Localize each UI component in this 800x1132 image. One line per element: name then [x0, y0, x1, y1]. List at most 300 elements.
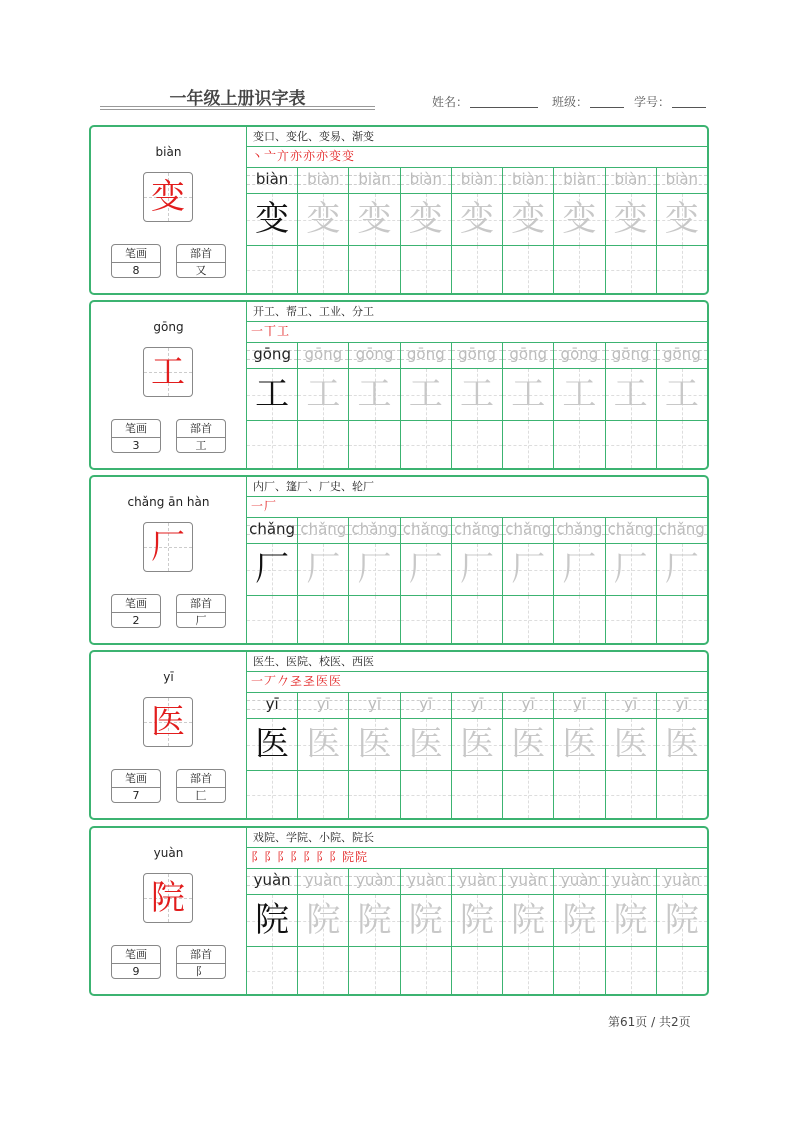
- blank-practice-cell[interactable]: [657, 771, 707, 818]
- blank-practice-cell[interactable]: [452, 421, 502, 468]
- practice-column: [401, 868, 452, 994]
- strokes-value: 7: [132, 789, 140, 802]
- pinyin-practice-cell[interactable]: [657, 517, 707, 544]
- practice-area: [246, 477, 707, 643]
- practice-area: [246, 127, 707, 293]
- practice-column: [452, 868, 503, 994]
- blank-practice-cell[interactable]: [554, 421, 604, 468]
- pinyin-trace: yuàn: [612, 871, 650, 889]
- page-number: 第61页 / 共2页: [608, 1015, 691, 1029]
- char-practice-cell[interactable]: [503, 369, 553, 421]
- blank-practice-cell[interactable]: [298, 421, 348, 468]
- pinyin-trace: chǎng: [402, 520, 449, 538]
- stroke-order: 一厂: [247, 496, 707, 518]
- char-practice-cell[interactable]: [657, 895, 707, 947]
- strokes-box: [111, 945, 161, 979]
- blank-practice-cell[interactable]: [298, 947, 348, 994]
- practice-column: [401, 167, 452, 293]
- char-trace: 厂: [459, 549, 494, 589]
- blank-practice-cell[interactable]: [349, 596, 399, 643]
- pinyin-practice-cell[interactable]: [554, 517, 604, 544]
- char-card: [89, 475, 709, 645]
- blank-practice-cell[interactable]: [401, 947, 451, 994]
- pinyin-trace: yuàn: [458, 871, 496, 889]
- char-trace: 院: [613, 900, 648, 940]
- blank-practice-cell[interactable]: [349, 246, 399, 293]
- char-trace: 院: [306, 900, 341, 940]
- practice-column: [606, 167, 657, 293]
- blank-practice-cell[interactable]: [247, 246, 297, 293]
- pinyin-practice-cell[interactable]: [401, 517, 451, 544]
- practice-column: [657, 692, 707, 818]
- pinyin-practice-cell[interactable]: [298, 692, 348, 719]
- example-words: 变口、变化、变易、渐变: [247, 127, 707, 147]
- class-blank[interactable]: [590, 95, 624, 108]
- char-trace: 厂: [562, 549, 597, 589]
- practice-column: [298, 167, 349, 293]
- main-char: 厂: [151, 527, 185, 567]
- blank-practice-cell[interactable]: [606, 771, 656, 818]
- practice-column: [503, 868, 554, 994]
- blank-practice-cell[interactable]: [298, 596, 348, 643]
- pinyin-trace: chǎng: [658, 520, 705, 538]
- pinyin-trace: yuàn: [356, 871, 394, 889]
- number-label: 学号：: [634, 95, 671, 109]
- blank-practice-cell[interactable]: [349, 771, 399, 818]
- strokes-value: 9: [132, 965, 140, 978]
- char-practice-cell[interactable]: [452, 544, 502, 596]
- char-practice-cell[interactable]: [554, 895, 604, 947]
- radical-value: 工: [195, 439, 207, 452]
- char-trace: 厂: [357, 549, 392, 589]
- pinyin-practice-cell[interactable]: [298, 517, 348, 544]
- pinyin-practice-cell[interactable]: [452, 342, 502, 369]
- char-practice-cell[interactable]: [247, 544, 297, 596]
- char-trace: 厂: [613, 549, 648, 589]
- char-pinyin: gōng: [153, 320, 184, 334]
- pinyin-practice-cell[interactable]: [606, 517, 656, 544]
- radical-box: [176, 594, 226, 628]
- blank-practice-cell[interactable]: [554, 596, 604, 643]
- char-practice-cell[interactable]: [554, 369, 604, 421]
- blank-practice-cell[interactable]: [452, 246, 502, 293]
- char-trace: 厂: [408, 549, 443, 589]
- pinyin-practice-cell[interactable]: [606, 692, 656, 719]
- char-practice-cell[interactable]: [503, 895, 553, 947]
- char-practice-cell[interactable]: [247, 895, 297, 947]
- pinyin-practice-cell[interactable]: [503, 868, 553, 895]
- char-practice-cell[interactable]: [657, 194, 707, 246]
- practice-grid: [247, 868, 707, 994]
- blank-practice-cell[interactable]: [657, 246, 707, 293]
- char-trace: 厂: [306, 549, 341, 589]
- blank-practice-cell[interactable]: [452, 947, 502, 994]
- char-trace: 厂: [255, 549, 290, 589]
- practice-column: [401, 342, 452, 468]
- char-trace: 厂: [664, 549, 699, 589]
- pinyin-trace: chǎng: [351, 520, 398, 538]
- char-practice-cell[interactable]: [401, 719, 451, 771]
- name-blank[interactable]: [470, 95, 538, 108]
- radical-box: [176, 769, 226, 803]
- char-practice-cell[interactable]: [452, 194, 502, 246]
- char-practice-cell[interactable]: [401, 369, 451, 421]
- char-trace: 变: [459, 199, 494, 239]
- char-practice-cell[interactable]: [554, 544, 604, 596]
- blank-practice-cell[interactable]: [503, 771, 553, 818]
- strokes-label: 笔画: [112, 245, 160, 263]
- char-trace: 医: [459, 724, 494, 764]
- char-trace: 院: [255, 900, 290, 940]
- char-trace: 变: [613, 199, 648, 239]
- pinyin-practice-cell[interactable]: [349, 517, 399, 544]
- pinyin-practice-cell[interactable]: [349, 692, 399, 719]
- pinyin-practice-cell[interactable]: [247, 868, 297, 895]
- char-pinyin: yī: [163, 670, 174, 684]
- class-field[interactable]: [552, 93, 624, 110]
- blank-practice-cell[interactable]: [554, 246, 604, 293]
- pinyin-trace: gōng: [611, 345, 650, 363]
- main-char: 医: [151, 702, 185, 742]
- pinyin-practice-cell[interactable]: [298, 167, 348, 194]
- blank-practice-cell[interactable]: [503, 246, 553, 293]
- char-pinyin: biàn: [155, 145, 182, 159]
- pinyin-practice-cell[interactable]: [657, 342, 707, 369]
- example-words: 医生、医院、校医、西医: [247, 652, 707, 672]
- blank-practice-cell[interactable]: [452, 771, 502, 818]
- char-trace: 院: [357, 900, 392, 940]
- blank-practice-cell[interactable]: [657, 596, 707, 643]
- pinyin-practice-cell[interactable]: [606, 342, 656, 369]
- pinyin-trace: gōng: [304, 345, 343, 363]
- char-trace: 医: [255, 724, 290, 764]
- char-trace: 工: [408, 374, 443, 414]
- char-trace: 医: [613, 724, 648, 764]
- practice-column: [349, 517, 400, 643]
- pinyin-trace: gōng: [406, 345, 445, 363]
- char-card: [89, 826, 709, 996]
- pinyin-practice-cell[interactable]: [554, 342, 604, 369]
- blank-practice-cell[interactable]: [606, 947, 656, 994]
- radical-label: 部首: [177, 770, 225, 788]
- pinyin-trace: biàn: [665, 170, 699, 188]
- char-practice-cell[interactable]: [606, 369, 656, 421]
- pinyin-trace: biàn: [563, 170, 596, 188]
- pinyin-trace: gōng: [560, 345, 599, 363]
- pinyin-trace: yī: [265, 695, 279, 713]
- char-practice-cell[interactable]: [657, 544, 707, 596]
- practice-column: [298, 517, 349, 643]
- char-practice-cell[interactable]: [298, 369, 348, 421]
- example-words: 开工、帮工、工业、分工: [247, 302, 707, 322]
- blank-practice-cell[interactable]: [349, 421, 399, 468]
- char-pinyin: yuàn: [153, 846, 184, 860]
- char-practice-cell[interactable]: [401, 544, 451, 596]
- char-trace: 变: [511, 199, 546, 239]
- strokes-label: 笔画: [112, 946, 160, 964]
- pinyin-trace: gōng: [253, 345, 291, 363]
- number-field[interactable]: [634, 93, 706, 110]
- pinyin-trace: gōng: [509, 345, 548, 363]
- title-underline-2: [100, 109, 375, 110]
- blank-practice-cell[interactable]: [452, 596, 502, 643]
- blank-practice-cell[interactable]: [606, 596, 656, 643]
- pinyin-trace: yuàn: [407, 871, 445, 889]
- pinyin-practice-cell[interactable]: [554, 868, 604, 895]
- practice-column: [503, 167, 554, 293]
- char-trace: 变: [408, 199, 443, 239]
- blank-practice-cell[interactable]: [401, 421, 451, 468]
- practice-column: [452, 342, 503, 468]
- pinyin-practice-cell[interactable]: [401, 692, 451, 719]
- practice-column: [554, 868, 605, 994]
- char-practice-cell[interactable]: [298, 194, 348, 246]
- blank-practice-cell[interactable]: [401, 771, 451, 818]
- pinyin-practice-cell[interactable]: [298, 868, 348, 895]
- pinyin-trace: yī: [675, 695, 689, 713]
- pinyin-trace: chǎng: [556, 520, 603, 538]
- practice-column: [657, 868, 707, 994]
- char-card: [89, 650, 709, 820]
- pinyin-practice-cell[interactable]: [452, 167, 502, 194]
- stroke-order: 一丆𠂊𢀖𢀖医医: [247, 671, 707, 693]
- pinyin-practice-cell[interactable]: [349, 342, 399, 369]
- char-practice-cell[interactable]: [349, 895, 399, 947]
- radical-value: 匚: [195, 789, 207, 802]
- char-practice-cell[interactable]: [606, 895, 656, 947]
- blank-practice-cell[interactable]: [247, 596, 297, 643]
- pinyin-trace: biàn: [512, 170, 545, 188]
- pinyin-practice-cell[interactable]: [401, 868, 451, 895]
- practice-area: [246, 828, 707, 994]
- char-trace: 工: [613, 374, 648, 414]
- char-practice-cell[interactable]: [452, 895, 502, 947]
- pinyin-practice-cell[interactable]: [503, 342, 553, 369]
- pinyin-practice-cell[interactable]: [503, 517, 553, 544]
- blank-practice-cell[interactable]: [298, 771, 348, 818]
- practice-grid: [247, 167, 707, 293]
- pinyin-practice-cell[interactable]: [554, 167, 604, 194]
- pinyin-practice-cell[interactable]: [657, 167, 707, 194]
- char-trace: 医: [511, 724, 546, 764]
- blank-practice-cell[interactable]: [247, 771, 297, 818]
- practice-column: [606, 692, 657, 818]
- char-trace: 工: [511, 374, 546, 414]
- char-practice-cell[interactable]: [657, 369, 707, 421]
- char-practice-cell[interactable]: [606, 719, 656, 771]
- practice-column: [298, 868, 349, 994]
- strokes-value: 2: [132, 614, 140, 627]
- pinyin-trace: yī: [572, 695, 586, 713]
- pinyin-trace: yī: [316, 695, 330, 713]
- radical-label: 部首: [177, 946, 225, 964]
- char-trace: 医: [408, 724, 443, 764]
- radical-value: 又: [195, 264, 207, 277]
- char-practice-cell[interactable]: [503, 719, 553, 771]
- pinyin-practice-cell[interactable]: [401, 167, 451, 194]
- practice-column: [503, 342, 554, 468]
- pinyin-trace: biàn: [307, 170, 340, 188]
- pinyin-trace: yuàn: [509, 871, 547, 889]
- char-box: [143, 873, 193, 923]
- char-trace: 变: [664, 199, 699, 239]
- pinyin-trace: biàn: [409, 170, 442, 188]
- char-trace: 工: [255, 374, 290, 414]
- radical-value: 阝: [195, 965, 207, 978]
- blank-practice-cell[interactable]: [503, 596, 553, 643]
- char-practice-cell[interactable]: [554, 194, 604, 246]
- char-trace: 变: [255, 199, 290, 239]
- char-trace: 院: [562, 900, 597, 940]
- char-practice-cell[interactable]: [606, 194, 656, 246]
- radical-label: 部首: [177, 595, 225, 613]
- pinyin-practice-cell[interactable]: [657, 868, 707, 895]
- blank-practice-cell[interactable]: [349, 947, 399, 994]
- blank-practice-cell[interactable]: [606, 246, 656, 293]
- class-label: 班级：: [552, 95, 589, 109]
- strokes-label: 笔画: [112, 420, 160, 438]
- radical-label: 部首: [177, 420, 225, 438]
- pinyin-practice-cell[interactable]: [452, 868, 502, 895]
- pinyin-trace: gōng: [458, 345, 496, 363]
- char-card: [89, 125, 709, 295]
- radical-box: [176, 419, 226, 453]
- pinyin-practice-cell[interactable]: [349, 167, 399, 194]
- blank-practice-cell[interactable]: [401, 246, 451, 293]
- char-practice-cell[interactable]: [349, 719, 399, 771]
- strokes-box: [111, 419, 161, 453]
- blank-practice-cell[interactable]: [247, 947, 297, 994]
- example-words: 内厂、篷厂、厂史、轮厂: [247, 477, 707, 497]
- char-practice-cell[interactable]: [349, 544, 399, 596]
- practice-column: [657, 167, 707, 293]
- pinyin-practice-cell[interactable]: [401, 342, 451, 369]
- char-practice-cell[interactable]: [657, 719, 707, 771]
- char-practice-cell[interactable]: [401, 194, 451, 246]
- char-trace: 院: [459, 900, 494, 940]
- char-trace: 医: [664, 724, 699, 764]
- practice-grid: [247, 517, 707, 643]
- pinyin-practice-cell[interactable]: [452, 692, 502, 719]
- radical-value: 厂: [195, 614, 207, 627]
- pinyin-trace: yī: [470, 695, 484, 713]
- number-blank[interactable]: [672, 95, 706, 108]
- pinyin-practice-cell[interactable]: [657, 692, 707, 719]
- pinyin-practice-cell[interactable]: [606, 167, 656, 194]
- practice-area: [246, 302, 707, 468]
- pinyin-practice-cell[interactable]: [247, 342, 297, 369]
- char-practice-cell[interactable]: [349, 194, 399, 246]
- char-practice-cell[interactable]: [452, 719, 502, 771]
- pinyin-trace: chǎng: [505, 520, 552, 538]
- blank-practice-cell[interactable]: [554, 771, 604, 818]
- practice-column: [452, 517, 503, 643]
- char-practice-cell[interactable]: [554, 719, 604, 771]
- practice-column: [349, 868, 400, 994]
- practice-column: [554, 517, 605, 643]
- practice-column: [657, 517, 707, 643]
- pinyin-practice-cell[interactable]: [349, 868, 399, 895]
- pinyin-practice-cell[interactable]: [247, 167, 297, 194]
- char-trace: 厂: [511, 549, 546, 589]
- char-box: [143, 172, 193, 222]
- char-trace: 工: [459, 374, 494, 414]
- char-practice-cell[interactable]: [503, 194, 553, 246]
- blank-practice-cell[interactable]: [247, 421, 297, 468]
- practice-column: [247, 342, 298, 468]
- pinyin-trace: yī: [521, 695, 535, 713]
- practice-column: [349, 342, 400, 468]
- pinyin-trace: biàn: [358, 170, 391, 188]
- blank-practice-cell[interactable]: [503, 947, 553, 994]
- name-field[interactable]: [432, 93, 538, 110]
- blank-practice-cell[interactable]: [657, 421, 707, 468]
- practice-column: [401, 692, 452, 818]
- practice-column: [349, 167, 400, 293]
- blank-practice-cell[interactable]: [503, 421, 553, 468]
- pinyin-practice-cell[interactable]: [247, 692, 297, 719]
- char-practice-cell[interactable]: [298, 895, 348, 947]
- pinyin-practice-cell[interactable]: [606, 868, 656, 895]
- practice-column: [606, 342, 657, 468]
- char-practice-cell[interactable]: [606, 544, 656, 596]
- pinyin-practice-cell[interactable]: [247, 517, 297, 544]
- radical-box: [176, 244, 226, 278]
- char-practice-cell[interactable]: [503, 544, 553, 596]
- char-practice-cell[interactable]: [452, 369, 502, 421]
- pinyin-trace: biàn: [255, 170, 289, 188]
- pinyin-trace: yī: [419, 695, 433, 713]
- practice-grid: [247, 692, 707, 818]
- name-label: 姓名：: [432, 95, 469, 109]
- pinyin-practice-cell[interactable]: [554, 692, 604, 719]
- title-underline: [100, 106, 375, 107]
- char-practice-cell[interactable]: [247, 369, 297, 421]
- blank-practice-cell[interactable]: [298, 246, 348, 293]
- blank-practice-cell[interactable]: [554, 947, 604, 994]
- pinyin-trace: chǎng: [453, 520, 500, 538]
- pinyin-trace: gōng: [662, 345, 701, 363]
- pinyin-practice-cell[interactable]: [503, 167, 553, 194]
- char-trace: 工: [357, 374, 392, 414]
- blank-practice-cell[interactable]: [606, 421, 656, 468]
- char-practice-cell[interactable]: [298, 719, 348, 771]
- char-practice-cell[interactable]: [349, 369, 399, 421]
- char-trace: 变: [357, 199, 392, 239]
- pinyin-practice-cell[interactable]: [503, 692, 553, 719]
- strokes-label: 笔画: [112, 595, 160, 613]
- char-practice-cell[interactable]: [298, 544, 348, 596]
- practice-area: [246, 652, 707, 818]
- pinyin-trace: chǎng: [300, 520, 347, 538]
- stroke-order: 阝阝阝阝阝阝阝院院: [247, 847, 707, 869]
- pinyin-practice-cell[interactable]: [298, 342, 348, 369]
- pinyin-practice-cell[interactable]: [452, 517, 502, 544]
- blank-practice-cell[interactable]: [401, 596, 451, 643]
- char-practice-cell[interactable]: [401, 895, 451, 947]
- practice-column: [247, 517, 298, 643]
- pinyin-trace: yuàn: [663, 871, 701, 889]
- char-trace: 工: [562, 374, 597, 414]
- char-card: [89, 300, 709, 470]
- practice-column: [452, 692, 503, 818]
- blank-practice-cell[interactable]: [657, 947, 707, 994]
- stroke-order: 丶亠亣亦亦亦变变: [247, 146, 707, 168]
- pinyin-trace: chǎng: [607, 520, 654, 538]
- char-practice-cell[interactable]: [247, 719, 297, 771]
- practice-column: [554, 167, 605, 293]
- char-practice-cell[interactable]: [247, 194, 297, 246]
